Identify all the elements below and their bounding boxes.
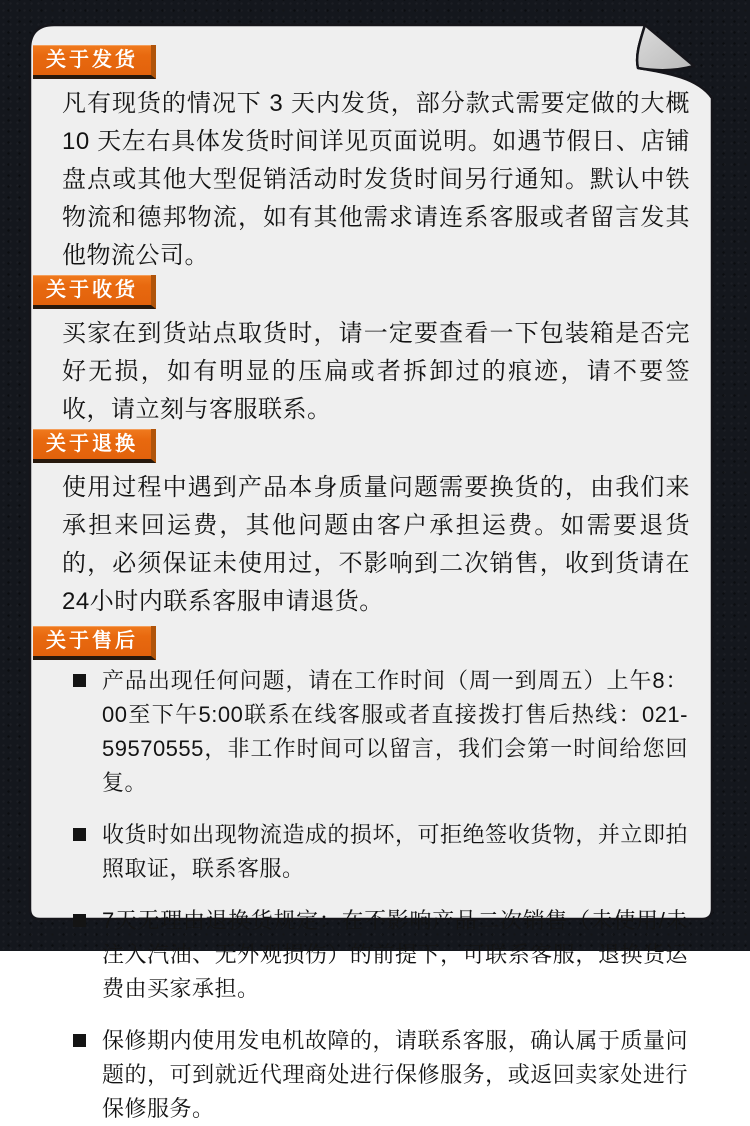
section-title-badge-shipping: 关于发货: [33, 45, 156, 79]
aftersales-bullet-list: [60, 664, 690, 1126]
list-item: [60, 904, 690, 1006]
list-item: [60, 1024, 690, 1126]
section-aftersales: [30, 626, 690, 1126]
bullet-text: 保修期内使用发电机故障的，请联系客服，确认属于质量问题的，可到就近代理商处进行保修服务，或返回卖家处进行保修服务。: [102, 1028, 688, 1121]
shipping-paragraph: 凡有现货的情况下 3 天内发货，部分款式需要定做的大概 10 天左右具体发货时间详见页面说明。如遇节假日、店铺盘点或其他大型促销活动时发货时间另行通知。默认中铁物流和德邦物流，如有其他需求请连系客服或者留言发其他物流公司。: [62, 90, 690, 269]
section-title-badge-receiving: 关于收货: [33, 275, 156, 309]
receiving-paragraph: 买家在到货站点取货时，请一定要查看一下包装箱是否完好无损，如有明显的压扁或者拆卸过的痕迹，请不要签收，请立刻与客服联系。: [62, 320, 690, 423]
bullet-text: 产品出现任何问题，请在工作时间（周一到周五）上午8：00至下午5:00联系在线客服或者直接拨打售后热线：021-59570555，非工作时间可以留言，我们会第一时间给您回复。: [102, 668, 688, 795]
list-item: [60, 664, 690, 800]
bullet-square-icon: [73, 674, 86, 687]
section-receiving: [30, 275, 690, 429]
bullet-text: 7天无理由退换货规定：在不影响产品二次销售（未使用/未注入汽油、无外观损伤）的前提下，可联系客服，退换货运费由买家承担。: [102, 908, 688, 1001]
section-title-badge-returns: 关于退换: [33, 429, 156, 463]
bullet-square-icon: [73, 1034, 86, 1047]
bullet-text: 收货时如出现物流造成的损坏，可拒绝签收货物，并立即拍照取证，联系客服。: [102, 822, 688, 881]
returns-paragraph: 使用过程中遇到产品本身质量问题需要换货的，由我们来承担来回运费，其他问题由客户承担运费。如需要退货的，必须保证未使用过，不影响到二次销售，收到货请在24小时内联系客服申请退货。: [62, 474, 690, 615]
bullet-square-icon: [73, 914, 86, 927]
bullet-square-icon: [73, 828, 86, 841]
section-shipping: [30, 45, 690, 275]
policy-card: [30, 25, 712, 1121]
section-returns: [30, 429, 690, 621]
list-item: [60, 818, 690, 886]
section-title-badge-aftersales: 关于售后: [33, 626, 156, 660]
